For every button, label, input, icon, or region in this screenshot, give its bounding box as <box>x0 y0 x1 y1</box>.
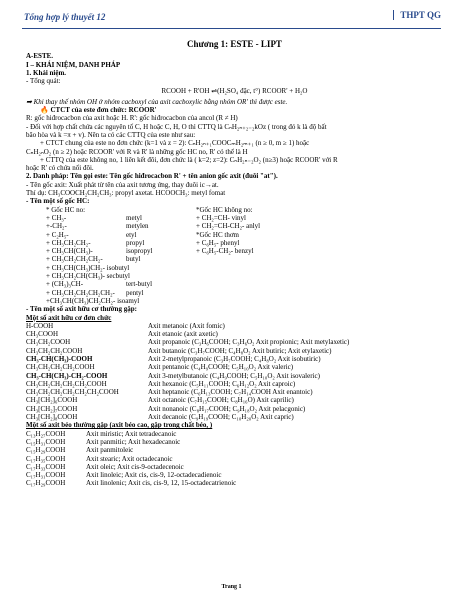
group-name: metylen <box>126 222 149 231</box>
acid-formula: CH₃CH₂CH₂CH₂COOH <box>26 363 95 372</box>
acid-name: Axit butanoic (C₃H₇COOH; C₄H₈O₂ Axit butiric; Axit etylaxetic) <box>148 346 332 355</box>
acid-formula: H-COOH <box>26 321 54 330</box>
item-nomenclature: 2. Danh pháp: Tên gọi este: Tên gốc hiđrocacbon R' + tên anion gốc axit (đuôi "at"). <box>26 172 278 181</box>
example-line: Thí dụ: CH₃COOCH₂CH₂CH₃: propyl axetat. HCOOCH₃: metyl fomat <box>26 189 226 198</box>
group-name: isopropyl <box>126 247 153 256</box>
group-name <box>126 272 196 280</box>
acid-formula: CH₃CH₂CH₂CH₂CH₂CH₂COOH <box>26 388 119 397</box>
unsaturated-group-row: + C₆H₅-CH₂- benzyl <box>196 247 254 256</box>
section-a: A-ESTE. <box>26 52 54 61</box>
group-formula: + CH₃CH₂CH₂- <box>46 238 91 247</box>
group-formula: + C₂H₅- <box>46 230 69 239</box>
fatty-acid-name: Axit linoleic; Axit cis, cis-9, 12-octadecadienoic <box>86 471 222 480</box>
header-tag: THPT QG <box>393 10 441 20</box>
unsaturated-group-list <box>196 214 356 255</box>
note-line: + CTCT chung của este no đơn chức (k=1 và z = 2): CₙH₂ₙ₊₁COOCₘH₂ₘ₊₁ (n ≥ 0, m ≥ 1) hoặc <box>40 139 310 148</box>
saturated-group-row <box>46 264 196 272</box>
acid-name: Axit 3-metylbutanoic (C₄H₉COOH; C₅H₁₀O₂ Axit isovaleric) <box>148 371 320 380</box>
unsaturated-group-row: + CH₂=CH- vinyl <box>196 213 247 222</box>
acid-table <box>26 322 443 422</box>
subsection-title: Một số axit hữu cơ đơn chức <box>26 313 112 322</box>
group-formula: + CH₃CH₂CH(CH₃)- secbutyl <box>46 272 130 281</box>
acid-name: Axit metanoic (Axit fomic) <box>148 321 225 330</box>
acid-formula: CH₃[CH₂]₇COOH <box>26 404 78 413</box>
group-name: pentyl <box>126 288 144 297</box>
acid-formula: CH₃[CH₂]₆COOH <box>26 396 78 405</box>
document-body <box>26 40 443 488</box>
fatty-acid-formula: C₁₅H₂₉COOH <box>26 446 66 455</box>
saturated-groups <box>46 206 196 306</box>
fatty-acid-formula: C₁₃H₂₇COOH <box>26 429 66 438</box>
fatty-acid-name: Axit stearic; Axit octadecanoic <box>86 454 173 463</box>
acid-name: Axit octanoic (C₇H₁₅COOH; C₈H₁₆O) Axit caprilic) <box>148 396 294 405</box>
fatty-acid-name: Axit panmitoleic <box>86 446 134 455</box>
saturated-group-list <box>46 214 196 305</box>
unsaturated-group-row: *Gốc HC thơm <box>196 230 239 239</box>
subsection-title: Một số axit béo thường gặp (axit béo cao, gặp trong chất béo, ) <box>26 421 213 430</box>
acid-formula: CH₃-CH(CH₃)-COOH <box>26 354 93 363</box>
acid-name: Axit etanoic (axit axetic) <box>148 330 218 339</box>
group-formula: +-CH₂- <box>46 222 67 231</box>
group-name <box>126 297 196 305</box>
fatty-acid-name: Axit linolenic; Axit cis, cis-9, 12, 15-octadecatrienoic <box>86 479 237 488</box>
unsaturated-group-row: + C₆H₅- phenyl <box>196 238 240 247</box>
page-header <box>22 8 441 29</box>
hydrocarbon-groups <box>46 206 443 306</box>
group-name <box>126 264 196 272</box>
acid-formula: CH₃COOH <box>26 330 58 339</box>
saturated-group-row <box>46 239 196 247</box>
group-formula: + CH₃CH₂CH₂CH₂- <box>46 255 103 264</box>
fatty-acid-name: Axit oleic; Axit cis-9-octadecenoic <box>86 462 184 471</box>
chapter-title: Chương 1: ESTE - LIPT <box>187 39 282 49</box>
acid-formula: CH₃[CH₂]₈COOH <box>26 413 78 422</box>
saturated-group-row <box>46 297 196 305</box>
acid-formula: CH₃-CH(CH₃)-CH₂-COOH <box>26 371 108 380</box>
group-name: tert-butyl <box>126 280 153 289</box>
group-name: etyl <box>126 230 137 239</box>
group-name: propyl <box>126 238 145 247</box>
saturated-group-row <box>46 214 196 222</box>
item-concept: 1. Khái niệm. <box>26 68 67 77</box>
reaction-equation: RCOOH + R'OH ⇌(H₂SO₄ đặc, t°) RCOOR' + H₂O <box>161 87 308 96</box>
note-line: - Tên gốc axit: Xuất phát từ tên của axit tương ứng, thay đuôi ic→at. <box>26 180 219 189</box>
group-formula: + CH₃CH(CH₃)CH₂- isobutyl <box>46 263 130 272</box>
group-formula: +CH₃CH(CH₃)CH₂CH₂- isoamyl <box>46 296 140 305</box>
acid-formula: CH₃CH₂CH₂COOH <box>26 346 83 355</box>
fatty-acid-formula: C₁₇H₂₉COOH <box>26 479 66 488</box>
note-line: R: gốc hiđrocacbon của axit hoặc H. R': gốc hiđrocacbon của ancol (R ≠ H) <box>26 114 238 123</box>
group-formula: + (CH₃)₃CH- <box>46 280 84 289</box>
note-line: + CTTQ của este không no, 1 liên kết đôi, đơn chức là ( k=2; z=2): CₙH₂ₙ₋₂O₂ (n≥3) hoặc RCOOR' với R <box>40 155 338 164</box>
fatty-acid-name: Axit miristic; Axit tetradecanoic <box>86 429 177 438</box>
acid-name: Axit hexanoic (C₅H₁₁COOH; C₆H₁₂O₂ Axit caproic) <box>148 379 296 388</box>
note-line: CₙH₂ₙO₂ (n ≥ 2) hoặc RCOOR' với R và R' là những gốc HC no, R' có thể là H <box>26 147 248 156</box>
acid-formula: CH₃CH₂CH₂CH₂CH₂COOH <box>26 379 107 388</box>
saturated-group-row <box>46 222 196 230</box>
saturated-group-row <box>46 289 196 297</box>
fatty-acid-formula: C₁₅H₃₁COOH <box>26 437 66 446</box>
page-footer: Trang 1 <box>221 584 242 590</box>
group-name: metyl <box>126 213 142 222</box>
unsaturated-groups <box>196 206 356 306</box>
note-line: 🔥 CTCT của este đơn chức: RCOOR' <box>40 106 157 115</box>
acid-name: Axit pentanoic (C₄H₉COOH; C₅H₁₀O₂ Axit valeric) <box>148 363 294 372</box>
header-title: Tổng hợp lý thuyết 12 <box>24 12 106 22</box>
saturated-group-row <box>46 247 196 255</box>
group-formula: + CH₃CH₂CH₂CH₂CH₂- <box>46 288 115 297</box>
column-heading: *Gốc HC không no: <box>196 205 253 214</box>
acid-formula: CH₃CH₂COOH <box>26 338 71 347</box>
section-heading: I – KHÁI NIỆM, DANH PHÁP <box>26 60 121 69</box>
general-formula-label: - Tổng quát: <box>26 77 61 86</box>
acid-name: Axit nonanoic (C₈H₁₇COOH; C₉H₁₈O₂ Axit pelacgonic) <box>148 404 306 413</box>
note-line: - Đối với hợp chất chứa các nguyên tố C, H hoặc C, H, O thì CTTQ là CₙH₂ₙ₊₂₋₂kOz ( trong đó k là độ bất <box>26 122 327 131</box>
group-name: butyl <box>126 255 141 264</box>
note-line: bão hòa và k =π + v). Nên ta có các CTTQ của este như sau: <box>26 130 196 139</box>
saturated-group-row <box>46 255 196 263</box>
subsection-title: - Tên một số gốc HC: <box>26 197 90 206</box>
acid-name: Axit decanoic (C₉H₁₉COOH; C₁₀H₂₀O₂ Axit capric) <box>148 413 294 422</box>
saturated-group-row <box>46 280 196 288</box>
acid-name: Axit 2-metylpropanoic (C₃H₇COOH; C₄H₈O₂ Axit isobutiric) <box>148 354 321 363</box>
unsaturated-group-row: + CH₂=CH-CH₂- anlyl <box>196 222 261 231</box>
fatty-acid-formula: C₁₇H₃₅COOH <box>26 454 66 463</box>
fatty-acid-name: Axit panmitic; Axit hexadecanoic <box>86 437 181 446</box>
group-formula: + CH₃- <box>46 213 67 222</box>
saturated-group-row <box>46 272 196 280</box>
acid-name: Axit propanoic (C₃H₆COOH; C₃H₆O₂ Axit propionic; Axit metylaxetic) <box>148 338 350 347</box>
fatty-acid-formula: C₁₇H₃₁COOH <box>26 471 66 480</box>
fatty-acid-table <box>26 430 443 488</box>
fatty-acid-formula: C₁₇H₃₃COOH <box>26 462 66 471</box>
subsection-title: - Tên một số axit hữu cơ thường gặp: <box>26 305 137 314</box>
note-line: hoặc R' có chứa nối đôi. <box>26 164 94 173</box>
note-line: ➡ Khi thay thế nhóm OH ở nhóm cacboxyl của axit cacboxylic bằng nhóm OR' thì được este. <box>26 97 288 106</box>
group-formula: + CH₃CH(CH₃)- <box>46 247 93 256</box>
saturated-group-row <box>46 231 196 239</box>
acid-name: Axit heptanoic (C₆H₁₃COOH; C₇H₁₄COOH Axit enantoic) <box>148 388 313 397</box>
column-heading: * Gốc HC no: <box>46 205 86 214</box>
